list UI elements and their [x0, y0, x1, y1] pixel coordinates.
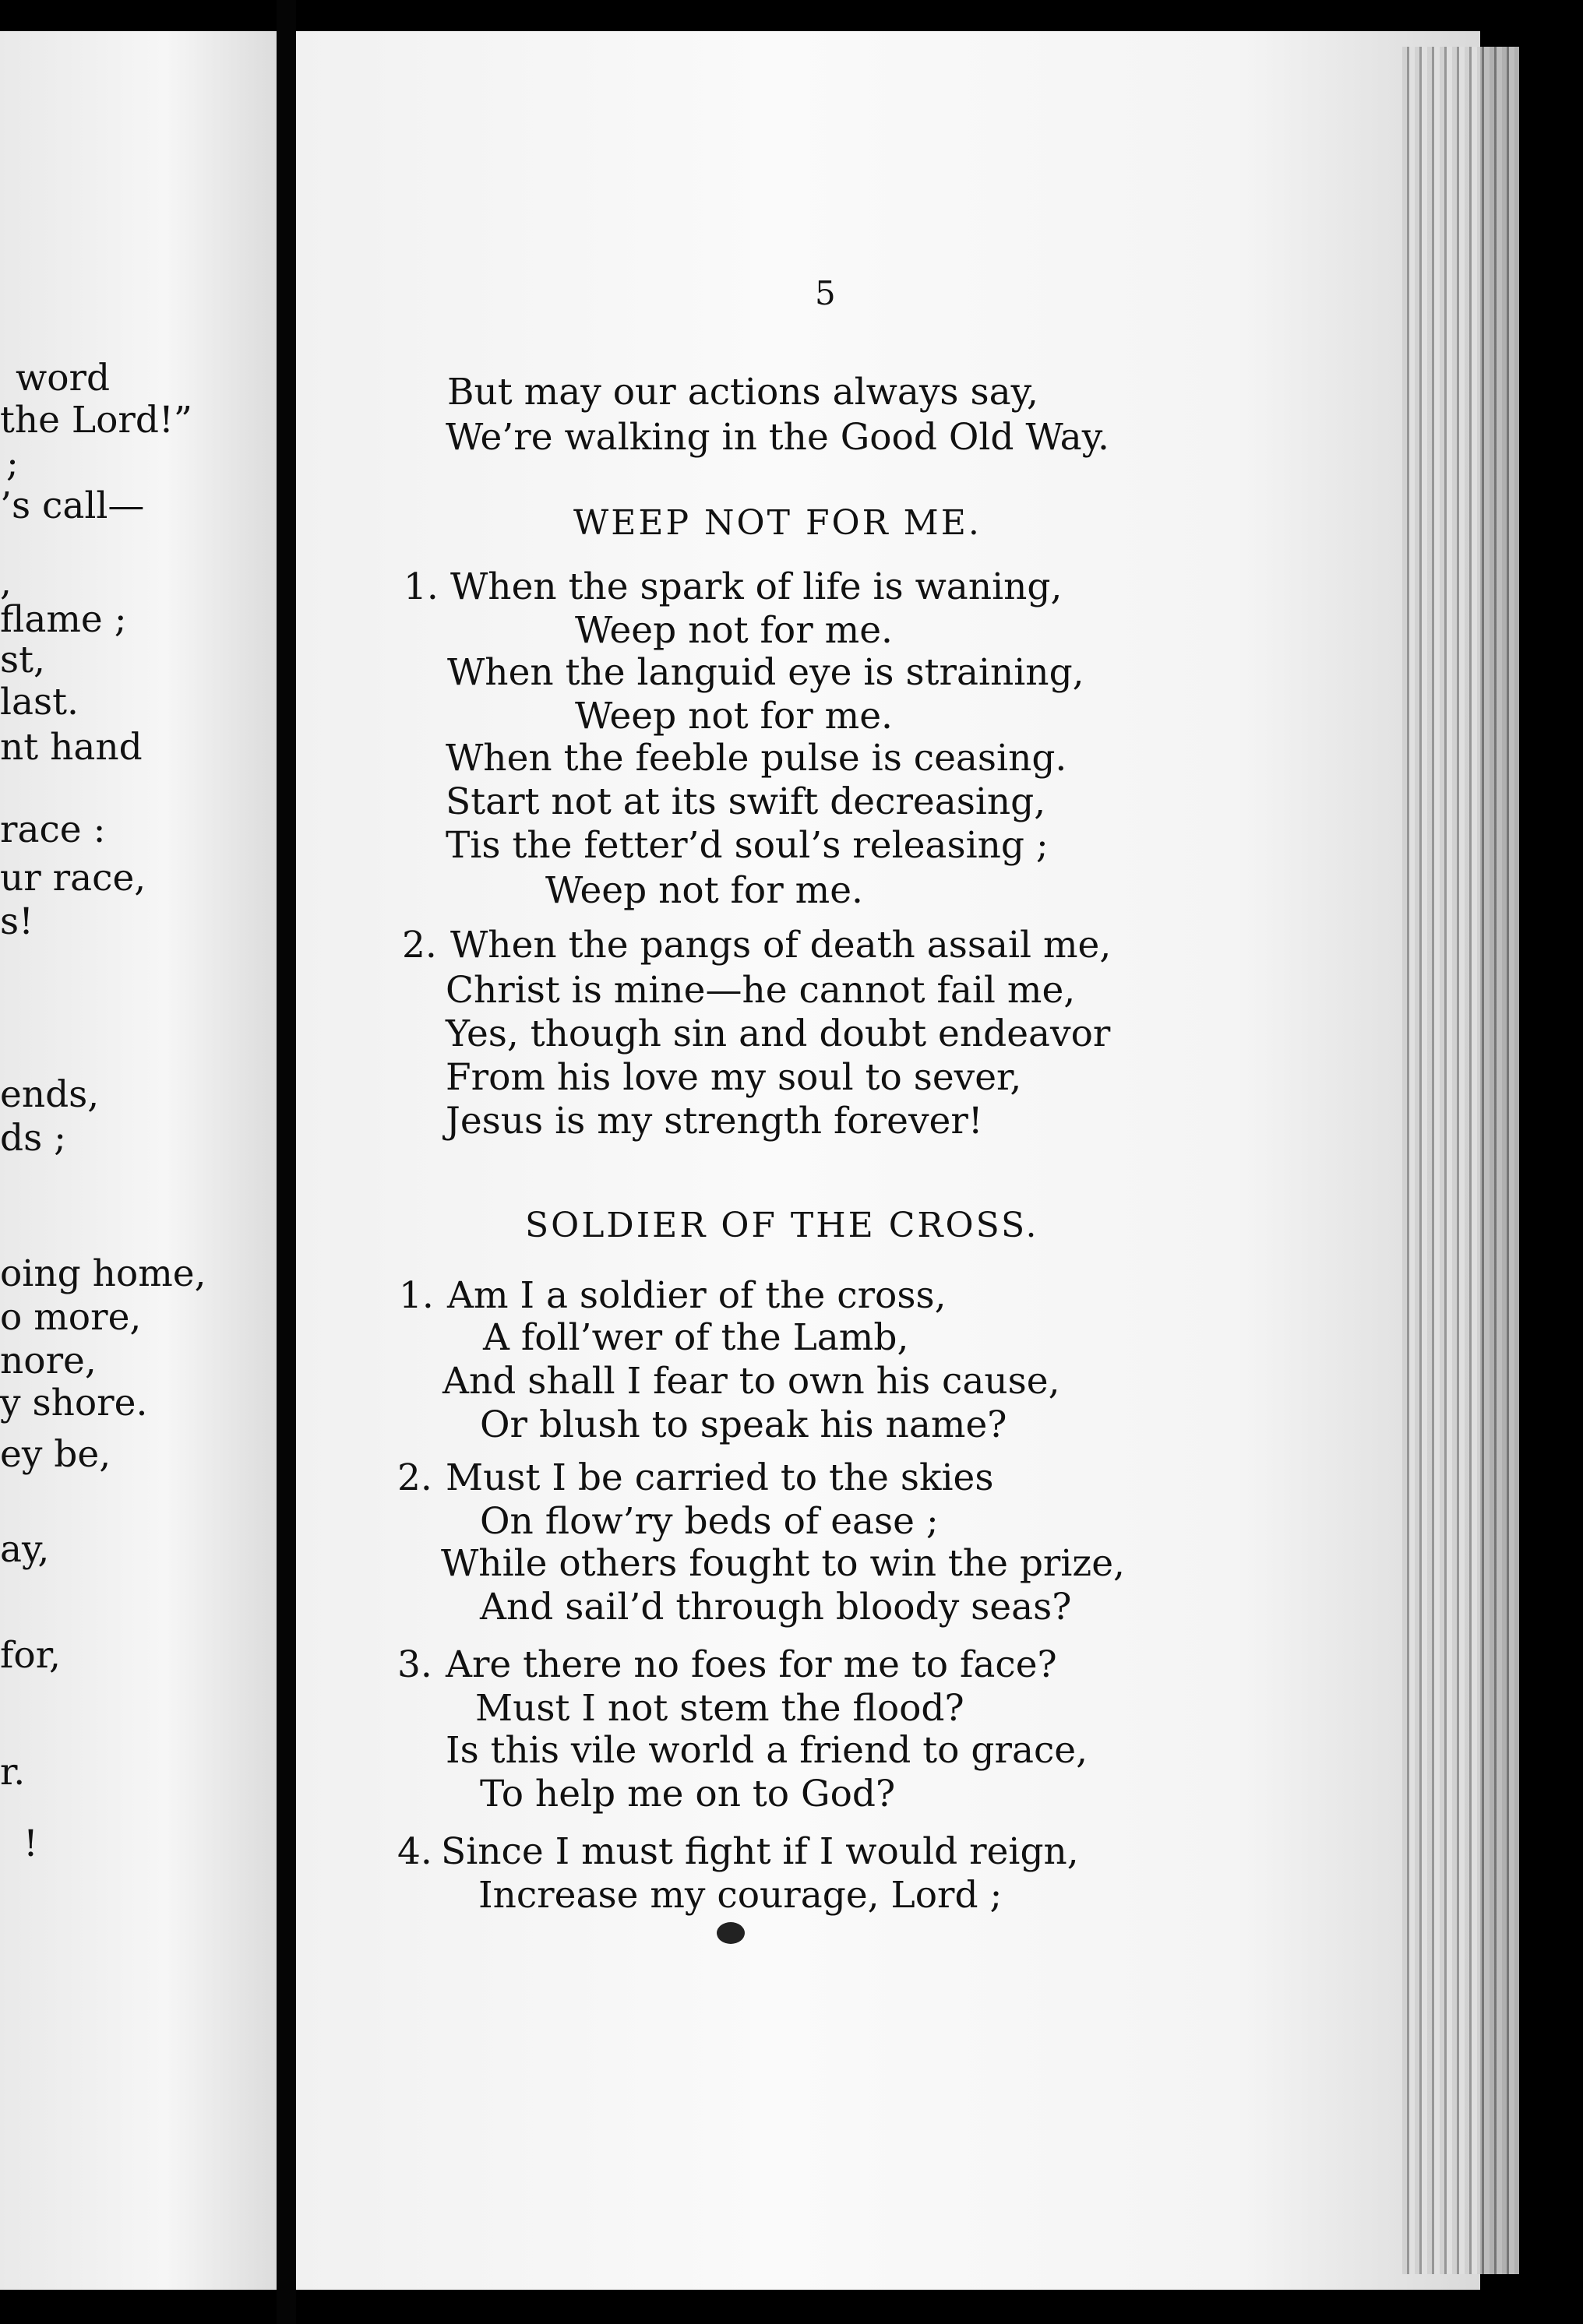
- left-fragment: y shore.: [0, 1382, 148, 1424]
- left-fragment: ur race,: [0, 857, 146, 900]
- verse-line: And sail’d through bloody seas?: [480, 1586, 1072, 1629]
- left-fragment: oing home,: [0, 1252, 206, 1295]
- left-fragment: ds ;: [0, 1117, 66, 1160]
- right-page: [296, 31, 1480, 2290]
- left-fragment: flame ;: [0, 598, 127, 641]
- verse-line: To help me on to God?: [480, 1773, 896, 1815]
- verse-number: 2.: [402, 924, 437, 967]
- verse-line: When the spark of life is waning,: [450, 565, 1063, 608]
- left-fragment: s!: [0, 900, 34, 943]
- left-fragment: st,: [0, 639, 45, 681]
- verse-line: From his love my soul to sever,: [446, 1056, 1022, 1099]
- left-fragment: ;: [6, 442, 19, 485]
- verse-line: Must I not stem the flood?: [475, 1687, 964, 1730]
- verse-line: Since I must fight if I would reign,: [441, 1830, 1079, 1873]
- verse-line: Must I be carried to the skies: [446, 1456, 994, 1499]
- verse-line: Weep not for me.: [575, 695, 893, 738]
- verse-line: And shall I fear to own his cause,: [442, 1360, 1060, 1403]
- scan-border: [1519, 0, 1583, 2324]
- hymn-title: WEEP NOT FOR ME.: [573, 503, 982, 543]
- verse-line: Are there no foes for me to face?: [446, 1643, 1057, 1686]
- verse-line: While others fought to win the prize,: [441, 1542, 1125, 1585]
- verse-line: Increase my courage, Lord ;: [478, 1874, 1003, 1917]
- verse-line: Or blush to speak his name?: [480, 1403, 1007, 1446]
- left-fragment: ’s call—: [0, 484, 145, 527]
- left-fragment: ends,: [0, 1073, 100, 1116]
- left-fragment: nt hand: [0, 726, 143, 769]
- left-fragment: the Lord!”: [0, 399, 192, 442]
- verse-line: On flow’ry beds of ease ;: [480, 1500, 939, 1543]
- left-fragment: ey be,: [0, 1433, 111, 1476]
- hymn-title: SOLDIER OF THE CROSS.: [525, 1206, 1039, 1245]
- verse-line: Tis the fetter’d soul’s releasing ;: [446, 824, 1049, 867]
- page-number: 5: [815, 274, 836, 312]
- verse-line: When the pangs of death assail me,: [450, 924, 1112, 967]
- left-fragment: ,: [0, 561, 12, 604]
- verse-line: Jesus is my strength forever!: [446, 1100, 983, 1143]
- verse-line: A foll’wer of the Lamb,: [483, 1316, 909, 1359]
- left-fragment: last.: [0, 681, 79, 724]
- verse-line: Christ is mine—he cannot fail me,: [446, 969, 1076, 1012]
- intro-line: But may our actions always say,: [447, 371, 1038, 414]
- left-fragment: r.: [0, 1751, 26, 1794]
- verse-number: 2.: [397, 1456, 432, 1499]
- left-fragment: o more,: [0, 1296, 142, 1339]
- verse-line: When the languid eye is straining,: [447, 651, 1084, 694]
- left-fragment: for,: [0, 1634, 61, 1677]
- ink-stain: [717, 1922, 745, 1944]
- intro-line: We’re walking in the Good Old Way.: [446, 416, 1109, 459]
- verse-number: 4.: [397, 1830, 432, 1873]
- verse-line: Am I a soldier of the cross,: [447, 1274, 947, 1317]
- verse-line: Weep not for me.: [575, 609, 893, 652]
- left-fragment: !: [23, 1822, 38, 1865]
- verse-line: Start not at its swift decreasing,: [446, 780, 1046, 823]
- verse-line: Weep not for me.: [545, 869, 863, 912]
- left-fragment: race :: [0, 808, 106, 851]
- left-fragment: ay,: [0, 1528, 50, 1571]
- left-fragment: word: [16, 357, 111, 400]
- page-edge: [1402, 47, 1519, 2274]
- verse-number: 1.: [399, 1274, 434, 1317]
- verse-line: Yes, though sin and doubt endeavor: [446, 1012, 1111, 1055]
- gutter: [277, 0, 296, 2324]
- left-fragment: nore,: [0, 1340, 97, 1382]
- verse-line: Is this vile world a friend to grace,: [446, 1729, 1088, 1772]
- verse-line: When the feeble pulse is ceasing.: [446, 737, 1067, 780]
- verse-number: 3.: [397, 1643, 432, 1686]
- left-page: [0, 31, 277, 2290]
- verse-number: 1.: [404, 565, 439, 608]
